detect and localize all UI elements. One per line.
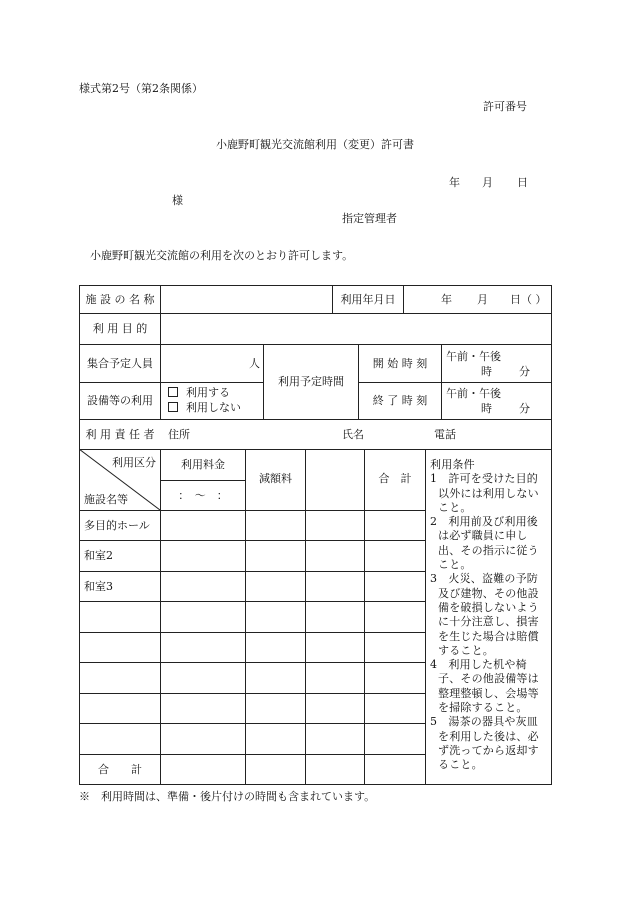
start-time-label: 開 始 時 刻 — [372, 356, 428, 370]
start-minute: 分 — [519, 365, 530, 378]
start-ampm: 午前・午後 — [446, 350, 501, 363]
end-minute: 分 — [519, 402, 530, 415]
date-month: 月 — [482, 176, 493, 189]
footnote: ※ 利用時間は、準備・後片付けの時間も含まれています。 — [79, 790, 376, 803]
end-time-label: 終 了 時 刻 — [372, 394, 428, 407]
date-year: 年 — [449, 176, 460, 189]
use-date-month: 月 — [477, 293, 488, 306]
equipment-option-not-use[interactable]: 利用しない — [168, 401, 241, 414]
purpose-label: 利 用 目 的 — [92, 322, 148, 335]
intro-text: 小鹿野町観光交流館の利用を次のとおり許可します。 — [90, 249, 354, 262]
scheduled-time-label: 利用予定時間 — [278, 375, 344, 388]
end-hour: 時 — [481, 402, 492, 415]
use-date-year: 年 — [441, 293, 452, 306]
addressee-suffix: 様 — [172, 194, 183, 207]
fee-row-divider — [79, 693, 426, 694]
fee-header-divider — [160, 480, 245, 481]
facility-name-field[interactable] — [161, 286, 332, 313]
condition-5: 5 湯茶の器具や灰皿 — [430, 715, 539, 729]
grand-total-label: 合 計 — [98, 762, 142, 776]
date-day: 日 — [517, 176, 528, 189]
list-item: 多目的ホール — [84, 518, 150, 532]
attendees-unit: 人 — [249, 357, 260, 370]
col-divider — [403, 285, 404, 314]
checkbox-icon[interactable] — [168, 387, 178, 397]
fee-row-divider — [79, 601, 426, 602]
condition-1: 1 許可を受けた目的 — [430, 472, 539, 486]
conditions-heading: 利用条件 — [430, 458, 475, 471]
fee-row-divider — [79, 662, 426, 663]
table-right-border — [551, 285, 552, 785]
fee-row-divider — [79, 723, 426, 724]
document-title: 小鹿野町観光交流館利用（変更）許可書 — [216, 138, 414, 151]
col-divider — [441, 344, 442, 419]
attendees-label: 集合予定人員 — [87, 356, 153, 370]
conditions-block: 利用条件 1 許可を受けた目的 以外には利用しない こと。 2 利用前及び利用後 は必ず職員に申し 出、その指示に従う こと。 3 火災、盗難の予防 及び建物、その他設 備を破損しないよう に十分注意し、損害 を生じた場合は賠償 すること。 4 利用した机や椅 子、その他設備等は 整理整頓し、会場等 を掃除すること。 5 湯茶の器具や灰皿 を利用した後は、必 ず洗ってから返却す ること。 — [430, 458, 548, 773]
checkbox-icon[interactable] — [168, 402, 178, 412]
fee-label: 利用料金 — [181, 458, 225, 471]
purpose-field[interactable] — [161, 314, 551, 344]
list-item: 和室3 — [84, 579, 113, 593]
use-date-day: 日（ ） — [510, 293, 547, 306]
start-hour: 時 — [481, 365, 492, 378]
equipment-option-use[interactable]: 利用する — [168, 386, 230, 399]
end-ampm: 午前・午後 — [446, 387, 501, 400]
address-label: 住所 — [168, 428, 190, 441]
facility-name-label: 施 設 の 名 称 — [85, 292, 155, 306]
form-number: 様式第2号（第2条関係） — [79, 82, 203, 95]
phone-label: 電話 — [434, 428, 456, 441]
equipment-label: 設備等の利用 — [87, 394, 153, 407]
table-bottom-border — [79, 784, 552, 785]
permit-number-label: 許可番号 — [483, 100, 527, 113]
category-label: 利用区分 — [112, 456, 156, 469]
fee-col-divider — [305, 449, 306, 784]
time-range: ： 〜 ： — [178, 488, 228, 502]
fee-row-divider — [79, 632, 426, 633]
fee-col-divider — [425, 449, 426, 784]
use-date-label: 利用年月日 — [340, 292, 396, 306]
manager-label: 指定管理者 — [342, 212, 397, 225]
condition-2: 2 利用前及び利用後 — [430, 515, 539, 529]
facility-names-label: 施設名等 — [84, 493, 128, 506]
condition-3: 3 火災、盗難の予防 — [430, 572, 539, 586]
condition-4: 4 利用した机や椅 — [430, 658, 527, 672]
reduction-label: 減額料 — [259, 472, 292, 485]
subtotal-label: 合 計 — [378, 472, 412, 485]
responsible-label: 利 用 責 任 者 — [85, 427, 155, 441]
list-item: 和室2 — [84, 549, 113, 562]
name-label: 氏名 — [342, 428, 364, 441]
